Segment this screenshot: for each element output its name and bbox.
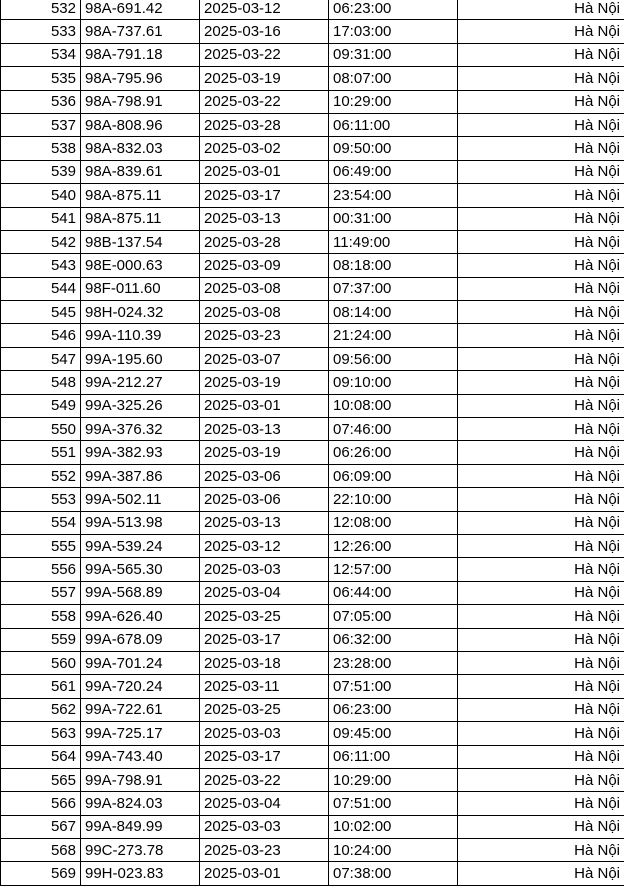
row-number-cell: 560 (1, 651, 81, 674)
row-number-cell: 557 (1, 581, 81, 604)
license-plate-cell: 99A-382.93 (81, 441, 200, 464)
row-number-cell: 547 (1, 347, 81, 370)
time-cell: 22:10:00 (329, 488, 458, 511)
location-cell: Hà Nội (458, 137, 624, 160)
license-plate-cell: 98A-798.91 (81, 90, 200, 113)
table-row (1, 581, 624, 604)
time-cell: 10:29:00 (329, 90, 458, 113)
location-cell: Hà Nội (458, 558, 624, 581)
table-row (1, 651, 624, 674)
location-cell: Hà Nội (458, 768, 624, 791)
date-cell: 2025-03-19 (200, 371, 329, 394)
table-row (1, 394, 624, 417)
time-cell: 08:18:00 (329, 254, 458, 277)
table-row (1, 230, 624, 253)
location-cell: Hà Nội (458, 698, 624, 721)
row-number-cell: 543 (1, 254, 81, 277)
license-plate-cell: 98A-875.11 (81, 207, 200, 230)
license-plate-cell: 98A-795.96 (81, 67, 200, 90)
license-plate-cell: 98A-839.61 (81, 160, 200, 183)
row-number-cell: 563 (1, 722, 81, 745)
date-cell: 2025-03-01 (200, 394, 329, 417)
time-cell: 12:57:00 (329, 558, 458, 581)
row-number-cell: 533 (1, 20, 81, 43)
time-cell: 08:14:00 (329, 301, 458, 324)
row-number-cell: 538 (1, 137, 81, 160)
time-cell: 12:26:00 (329, 534, 458, 557)
row-number-cell: 536 (1, 90, 81, 113)
time-cell: 09:31:00 (329, 43, 458, 66)
table-row (1, 160, 624, 183)
table-body (1, 0, 624, 885)
table-row (1, 43, 624, 66)
table-row (1, 862, 624, 885)
location-cell: Hà Nội (458, 113, 624, 136)
time-cell: 00:31:00 (329, 207, 458, 230)
date-cell: 2025-03-03 (200, 722, 329, 745)
license-plate-cell: 99A-195.60 (81, 347, 200, 370)
location-cell: Hà Nội (458, 20, 624, 43)
time-cell: 12:08:00 (329, 511, 458, 534)
date-cell: 2025-03-04 (200, 792, 329, 815)
date-cell: 2025-03-23 (200, 324, 329, 347)
time-cell: 10:24:00 (329, 839, 458, 862)
row-number-cell: 555 (1, 534, 81, 557)
location-cell: Hà Nội (458, 722, 624, 745)
row-number-cell: 553 (1, 488, 81, 511)
row-number-cell: 544 (1, 277, 81, 300)
date-cell: 2025-03-06 (200, 464, 329, 487)
license-plate-cell: 98E-000.63 (81, 254, 200, 277)
license-plate-cell: 98A-875.11 (81, 184, 200, 207)
license-plate-cell: 99A-720.24 (81, 675, 200, 698)
table-row (1, 113, 624, 136)
row-number-cell: 562 (1, 698, 81, 721)
license-plate-cell: 99A-701.24 (81, 651, 200, 674)
table-row (1, 605, 624, 628)
time-cell: 17:03:00 (329, 20, 458, 43)
time-cell: 06:09:00 (329, 464, 458, 487)
time-cell: 09:50:00 (329, 137, 458, 160)
location-cell: Hà Nội (458, 581, 624, 604)
table-row (1, 90, 624, 113)
row-number-cell: 539 (1, 160, 81, 183)
location-cell: Hà Nội (458, 160, 624, 183)
location-cell: Hà Nội (458, 394, 624, 417)
row-number-cell: 550 (1, 418, 81, 441)
license-plate-cell: 99A-849.99 (81, 815, 200, 838)
date-cell: 2025-03-07 (200, 347, 329, 370)
table-row (1, 675, 624, 698)
time-cell: 06:23:00 (329, 698, 458, 721)
time-cell: 06:23:00 (329, 0, 458, 20)
date-cell: 2025-03-12 (200, 0, 329, 20)
date-cell: 2025-03-03 (200, 815, 329, 838)
location-cell: Hà Nội (458, 511, 624, 534)
time-cell: 06:44:00 (329, 581, 458, 604)
license-plate-cell: 99A-539.24 (81, 534, 200, 557)
table-row (1, 534, 624, 557)
row-number-cell: 545 (1, 301, 81, 324)
license-plate-cell: 99A-798.91 (81, 768, 200, 791)
date-cell: 2025-03-17 (200, 628, 329, 651)
license-plate-cell: 99A-325.26 (81, 394, 200, 417)
date-cell: 2025-03-13 (200, 418, 329, 441)
location-cell: Hà Nội (458, 464, 624, 487)
license-plate-cell: 99A-722.61 (81, 698, 200, 721)
time-cell: 23:28:00 (329, 651, 458, 674)
location-cell: Hà Nội (458, 745, 624, 768)
table-row (1, 558, 624, 581)
table-row (1, 371, 624, 394)
date-cell: 2025-03-22 (200, 43, 329, 66)
row-number-cell: 569 (1, 862, 81, 885)
location-cell: Hà Nội (458, 488, 624, 511)
date-cell: 2025-03-03 (200, 558, 329, 581)
time-cell: 09:10:00 (329, 371, 458, 394)
license-plate-cell: 98B-137.54 (81, 230, 200, 253)
table-row (1, 722, 624, 745)
row-number-cell: 534 (1, 43, 81, 66)
row-number-cell: 564 (1, 745, 81, 768)
time-cell: 21:24:00 (329, 324, 458, 347)
table-row (1, 347, 624, 370)
table-row (1, 839, 624, 862)
row-number-cell: 542 (1, 230, 81, 253)
time-cell: 07:37:00 (329, 277, 458, 300)
location-cell: Hà Nội (458, 184, 624, 207)
table-row (1, 815, 624, 838)
time-cell: 07:46:00 (329, 418, 458, 441)
date-cell: 2025-03-04 (200, 581, 329, 604)
time-cell: 09:45:00 (329, 722, 458, 745)
table-row (1, 511, 624, 534)
table-row (1, 324, 624, 347)
location-cell: Hà Nội (458, 441, 624, 464)
time-cell: 07:51:00 (329, 675, 458, 698)
date-cell: 2025-03-09 (200, 254, 329, 277)
row-number-cell: 556 (1, 558, 81, 581)
time-cell: 06:11:00 (329, 113, 458, 136)
date-cell: 2025-03-13 (200, 511, 329, 534)
time-cell: 07:05:00 (329, 605, 458, 628)
row-number-cell: 568 (1, 839, 81, 862)
location-cell: Hà Nội (458, 839, 624, 862)
table-row (1, 418, 624, 441)
table-row (1, 745, 624, 768)
location-cell: Hà Nội (458, 0, 624, 20)
table-row (1, 137, 624, 160)
location-cell: Hà Nội (458, 862, 624, 885)
date-cell: 2025-03-16 (200, 20, 329, 43)
row-number-cell: 567 (1, 815, 81, 838)
date-cell: 2025-03-28 (200, 113, 329, 136)
date-cell: 2025-03-02 (200, 137, 329, 160)
time-cell: 08:07:00 (329, 67, 458, 90)
date-cell: 2025-03-08 (200, 301, 329, 324)
time-cell: 07:51:00 (329, 792, 458, 815)
time-cell: 09:56:00 (329, 347, 458, 370)
time-cell: 10:29:00 (329, 768, 458, 791)
time-cell: 10:02:00 (329, 815, 458, 838)
date-cell: 2025-03-22 (200, 768, 329, 791)
license-plate-cell: 99A-626.40 (81, 605, 200, 628)
table-row (1, 464, 624, 487)
date-cell: 2025-03-11 (200, 675, 329, 698)
row-number-cell: 566 (1, 792, 81, 815)
row-number-cell: 546 (1, 324, 81, 347)
date-cell: 2025-03-18 (200, 651, 329, 674)
table-row (1, 698, 624, 721)
date-cell: 2025-03-17 (200, 745, 329, 768)
license-plate-cell: 99H-023.83 (81, 862, 200, 885)
table-row (1, 441, 624, 464)
location-cell: Hà Nội (458, 534, 624, 557)
table-row (1, 488, 624, 511)
location-cell: Hà Nội (458, 230, 624, 253)
location-cell: Hà Nội (458, 418, 624, 441)
date-cell: 2025-03-17 (200, 184, 329, 207)
row-number-cell: 565 (1, 768, 81, 791)
table-row (1, 184, 624, 207)
license-plate-cell: 99A-376.32 (81, 418, 200, 441)
date-cell: 2025-03-25 (200, 698, 329, 721)
row-number-cell: 559 (1, 628, 81, 651)
time-cell: 06:32:00 (329, 628, 458, 651)
location-cell: Hà Nội (458, 324, 624, 347)
row-number-cell: 561 (1, 675, 81, 698)
location-cell: Hà Nội (458, 605, 624, 628)
row-number-cell: 552 (1, 464, 81, 487)
location-cell: Hà Nội (458, 371, 624, 394)
date-cell: 2025-03-01 (200, 160, 329, 183)
license-plate-cell: 98F-011.60 (81, 277, 200, 300)
date-cell: 2025-03-01 (200, 862, 329, 885)
time-cell: 06:11:00 (329, 745, 458, 768)
license-plate-cell: 99A-502.11 (81, 488, 200, 511)
table-row (1, 207, 624, 230)
location-cell: Hà Nội (458, 43, 624, 66)
table-row (1, 628, 624, 651)
license-plate-cell: 99A-110.39 (81, 324, 200, 347)
license-plate-cell: 99A-212.27 (81, 371, 200, 394)
license-plate-cell: 99A-387.86 (81, 464, 200, 487)
row-number-cell: 541 (1, 207, 81, 230)
table-row (1, 768, 624, 791)
license-plate-cell: 99A-568.89 (81, 581, 200, 604)
date-cell: 2025-03-13 (200, 207, 329, 230)
license-plate-cell: 98A-791.18 (81, 43, 200, 66)
location-cell: Hà Nội (458, 301, 624, 324)
location-cell: Hà Nội (458, 815, 624, 838)
license-plate-cell: 99A-513.98 (81, 511, 200, 534)
table-row (1, 0, 624, 20)
license-plate-cell: 99A-824.03 (81, 792, 200, 815)
table-row (1, 792, 624, 815)
time-cell: 06:26:00 (329, 441, 458, 464)
location-cell: Hà Nội (458, 347, 624, 370)
location-cell: Hà Nội (458, 90, 624, 113)
row-number-cell: 554 (1, 511, 81, 534)
license-plate-cell: 99A-678.09 (81, 628, 200, 651)
table-row (1, 20, 624, 43)
row-number-cell: 558 (1, 605, 81, 628)
date-cell: 2025-03-23 (200, 839, 329, 862)
date-cell: 2025-03-22 (200, 90, 329, 113)
row-number-cell: 535 (1, 67, 81, 90)
table-row (1, 67, 624, 90)
location-cell: Hà Nội (458, 254, 624, 277)
time-cell: 23:54:00 (329, 184, 458, 207)
row-number-cell: 532 (1, 0, 81, 20)
date-cell: 2025-03-06 (200, 488, 329, 511)
row-number-cell: 548 (1, 371, 81, 394)
table-row (1, 301, 624, 324)
location-cell: Hà Nội (458, 628, 624, 651)
row-number-cell: 549 (1, 394, 81, 417)
table-row (1, 254, 624, 277)
date-cell: 2025-03-25 (200, 605, 329, 628)
location-cell: Hà Nội (458, 675, 624, 698)
license-plate-cell: 98A-832.03 (81, 137, 200, 160)
table-row (1, 277, 624, 300)
time-cell: 06:49:00 (329, 160, 458, 183)
row-number-cell: 537 (1, 113, 81, 136)
date-cell: 2025-03-12 (200, 534, 329, 557)
license-plate-cell: 98A-691.42 (81, 0, 200, 20)
row-number-cell: 540 (1, 184, 81, 207)
location-cell: Hà Nội (458, 277, 624, 300)
date-cell: 2025-03-08 (200, 277, 329, 300)
location-cell: Hà Nội (458, 207, 624, 230)
row-number-cell: 551 (1, 441, 81, 464)
license-plate-cell: 98A-808.96 (81, 113, 200, 136)
time-cell: 10:08:00 (329, 394, 458, 417)
date-cell: 2025-03-19 (200, 441, 329, 464)
location-cell: Hà Nội (458, 67, 624, 90)
location-cell: Hà Nội (458, 792, 624, 815)
license-plate-cell: 98H-024.32 (81, 301, 200, 324)
time-cell: 11:49:00 (329, 230, 458, 253)
license-plate-cell: 99C-273.78 (81, 839, 200, 862)
location-cell: Hà Nội (458, 651, 624, 674)
license-plate-cell: 99A-725.17 (81, 722, 200, 745)
time-cell: 07:38:00 (329, 862, 458, 885)
license-plate-cell: 99A-565.30 (81, 558, 200, 581)
license-plate-cell: 99A-743.40 (81, 745, 200, 768)
license-plate-cell: 98A-737.61 (81, 20, 200, 43)
date-cell: 2025-03-19 (200, 67, 329, 90)
date-cell: 2025-03-28 (200, 230, 329, 253)
